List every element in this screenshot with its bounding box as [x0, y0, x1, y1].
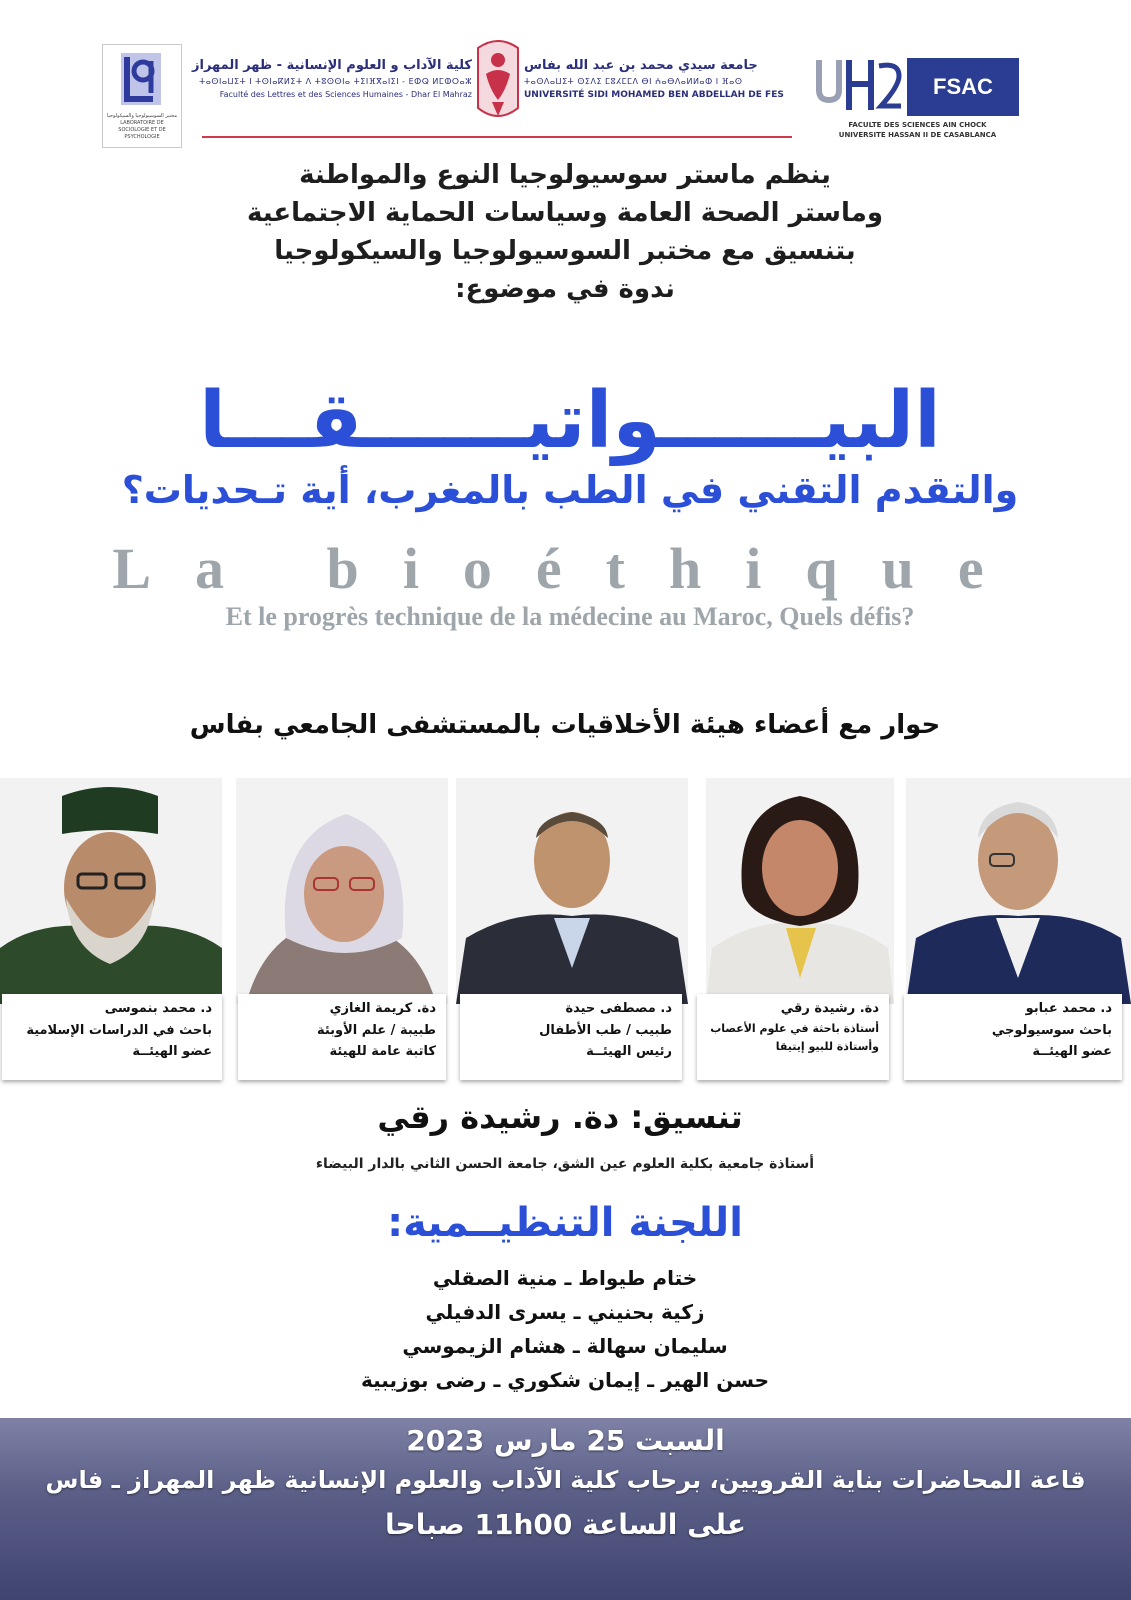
fsac-caption-line1: FACULTE DES SCIENCES AIN CHOCK [848, 121, 987, 129]
intro-line-3: بتنسيق مع مختبر السوسيولوجيا والسيكولوجيا [274, 236, 856, 266]
fsac-badge: FSAC [907, 58, 1019, 116]
speaker-card-3 [460, 994, 682, 1080]
speaker-photo-elghazi [236, 778, 448, 1004]
speaker-role-2: عضو الهيئــة [132, 1044, 212, 1059]
speaker-name: د. محمد بنموسى [104, 1001, 212, 1016]
event-time: على الساعة 11h00 صباحا [385, 1508, 746, 1541]
faculty-block [192, 58, 472, 99]
committee-title: اللجنة التنظيــمية: [387, 1200, 743, 1246]
intro-line-4: ندوة في موضوع: [455, 274, 675, 304]
speaker-card-2 [697, 994, 889, 1080]
main-title-fr: La bioéthique [112, 536, 1028, 601]
committee-member: ختام طيواط ـ منية الصقلي [432, 1266, 698, 1290]
speaker-photo-raqi [706, 778, 894, 1004]
subtitle-ar: والتقدم التقني في الطب بالمغرب، أية تـحديات؟ [121, 468, 1019, 512]
intro-line-2: وماستر الصحة العامة وسياسات الحماية الاجتماعية [246, 198, 884, 228]
uh2c-logo-icon [815, 56, 905, 114]
speaker-role: أستاذة باحثة في علوم الأعصاب [710, 1022, 879, 1035]
main-title-ar: البيــــــواتيــــــقـــا [199, 376, 941, 466]
university-name-tifinagh: ⵜⴰⵙⴷⴰⵡⵉⵜ ⵙⵉⴷⵉ ⵎⵓⵃⵎⵎⴷ ⴱⵏ ⵄⴰⴱⴷⴰⵍⵍⴰⵀ ⵏ ⴼⴰⵙ [524, 77, 743, 86]
speaker-role-2: عضو الهيئــة [1032, 1044, 1112, 1059]
university-header [192, 38, 792, 146]
lsp-logo-icon [113, 49, 169, 111]
speaker-role: طبيب / طب الأطفال [539, 1023, 672, 1038]
speaker-card-1 [904, 994, 1122, 1080]
speaker-name: دة. كريمة الغازي [329, 1001, 436, 1016]
speaker-card-4 [238, 994, 446, 1080]
fsac-logo [815, 56, 1020, 146]
intro-line-1: ينظم ماستر سوسيولوجيا النوع والمواطنة [299, 160, 831, 190]
subtitle-fr: Et le progrès technique de la médecine au Maroc, Quels défis? [225, 602, 915, 631]
speaker-card-5 [2, 994, 222, 1080]
speaker-photo-ababou [906, 778, 1131, 1004]
speaker-name: د. محمد عبابو [1025, 1001, 1112, 1016]
university-name-ar: جامعة سيدي محمد بن عبد الله بفاس [524, 58, 758, 73]
event-venue: قاعة المحاضرات بناية القرويين، برحاب كلية الآداب والعلوم الإنسانية ظهر المهراز ـ فاس [45, 1466, 1086, 1494]
fsac-caption-line2: UNIVERSITE HASSAN II DE CASABLANCA [838, 131, 997, 139]
speaker-role: طبيبة / علم الأوبئة [316, 1023, 436, 1038]
speaker-photo-benmoussa [0, 778, 222, 1004]
coordination-subtitle: أستاذة جامعية بكلية العلوم عين الشق، جامعة الحسن الثاني بالدار البيضاء [315, 1156, 815, 1172]
speaker-role-2: رئيس الهيئــة [586, 1044, 672, 1059]
lab-logo-caption: مختبر السوسيولوجيا والسيكولوجيا LABORATOIRE DE SOCIOLOGIE ET DE PSYCHOLOGIE [106, 113, 178, 140]
header-divider [202, 136, 792, 138]
university-emblem-icon [472, 38, 524, 142]
speaker-role: باحث سوسيولوجي [991, 1023, 1112, 1038]
fsac-caption [815, 120, 1020, 140]
faculty-name-fr: Faculté des Lettres et des Sciences Humaines - Dhar El Mahraz [219, 90, 472, 99]
speaker-photo-haida [456, 778, 688, 1004]
speaker-role: باحث في الدراسات الإسلامية [26, 1023, 212, 1038]
speaker-name: دة. رشيدة رقي [780, 1001, 879, 1016]
committee-member: حسن الهير ـ إيمان شكوري ـ رضى بوزيبية [361, 1368, 769, 1392]
faculty-name-tifinagh: ⵜⴰⵙⵏⴰⵡⵉⵜ ⵏ ⵜⵙⵏⴰⴽⵍⵉⵜ ⴷ ⵜⵓⵙⵙⵏⴰ ⵜⵉⵏⴼⴳⴰⵏⵉⵏ - ⴹⵀⵕ ⵍⵎⵀⵔⴰⵣ [199, 77, 472, 86]
event-date: السبت 25 مارس 2023 [406, 1424, 725, 1457]
speaker-role-2: وأستاذة للبيو إيتيقا [775, 1040, 879, 1053]
committee-member: سليمان سهالة ـ هشام الزيموسي [402, 1334, 728, 1358]
university-block [524, 58, 794, 100]
committee-member: زكية بحنيني ـ يسرى الدفيلي [425, 1300, 705, 1324]
speaker-role-2: كاتبة عامة للهيئة [329, 1044, 436, 1059]
university-name-fr: UNIVERSITÉ SIDI MOHAMED BEN ABDELLAH DE FES [524, 90, 784, 100]
faculty-name-ar: كلية الآداب و العلوم الإنسانية - ظهر المهراز [192, 58, 472, 73]
speaker-name: د. مصطفى حيدة [565, 1001, 672, 1016]
lab-logo [102, 44, 182, 148]
coordination-title: تنسيق: دة. رشيدة رقي [377, 1098, 743, 1136]
dialogue-heading: حوار مع أعضاء هيئة الأخلاقيات بالمستشفى الجامعي بفاس [189, 710, 941, 740]
